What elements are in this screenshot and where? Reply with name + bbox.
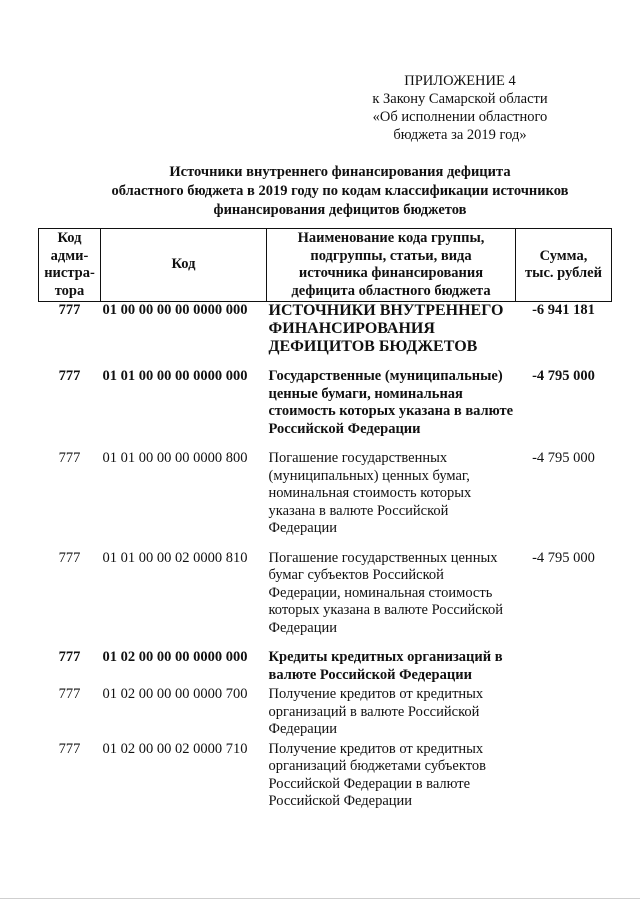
table-row (39, 649, 612, 686)
appendix-line: «Об исполнении областного (372, 109, 548, 125)
cell-code: 01 01 00 00 02 0000 810 (102, 549, 248, 566)
cell-admin: 777 (58, 686, 81, 702)
cell-code: 01 02 00 00 00 0000 000 (102, 649, 248, 665)
cell-sum: -4 795 000 (532, 450, 595, 466)
header-admin-code: Код адми- нистра- тора (39, 229, 101, 302)
header-sum: Сумма, тыс. рублей (516, 229, 612, 302)
cell-sum (516, 649, 612, 686)
cell-name: ИСТОЧНИКИ ВНУТРЕННЕГО ФИНАНСИРОВАНИЯ ДЕФИЦИТОВ БЮДЖЕТОВ (268, 302, 504, 355)
cell-code: 01 01 00 00 00 0000 000 (102, 368, 248, 384)
title-line: финансирования дефицитов бюджетов (213, 202, 467, 218)
cell-sum: -4 795 000 (532, 368, 595, 384)
cell-admin: 777 (58, 649, 81, 665)
cell-admin: 777 (58, 450, 81, 466)
cell-name: Получение кредитов от кредитных организаций в валюте Российской Федерации (268, 686, 484, 737)
cell-code: 01 00 00 00 00 0000 000 (102, 302, 248, 318)
table-row (39, 302, 612, 369)
title-line: областного бюджета в 2019 году по кодам классификации источников (111, 183, 569, 199)
cell-name: Получение кредитов от кредитных организаций бюджетами субъектов Российской Федерации в валюте Российской Федерации (268, 740, 486, 809)
cell-code: 01 02 00 00 02 0000 710 (102, 740, 248, 757)
cell-sum: -4 795 000 (532, 549, 595, 566)
cell-sum (516, 741, 612, 813)
cell-admin: 777 (58, 302, 81, 318)
table-row (39, 686, 612, 741)
header-name: Наименование кода группы, подгруппы, статьи, вида источника финансирования дефицита областного бюджета (267, 229, 516, 302)
cell-admin: 777 (58, 549, 81, 566)
table-header-row (39, 229, 612, 302)
cell-name: Погашение государственных ценных бумаг субъектов Российской Федерации, номинальная стоимость которых указана в валюте Российской Федерации (268, 549, 504, 636)
cell-code: 01 02 00 00 00 0000 700 (102, 686, 248, 702)
cell-admin: 777 (58, 368, 81, 384)
cell-sum (516, 686, 612, 741)
table-row (39, 368, 612, 450)
cell-name: Погашение государственных (муниципальных) ценных бумаг, номинальная стоимость которых указана в валюте Российской Федерации (268, 450, 472, 536)
appendix-line: к Закону Самарской области (372, 91, 548, 107)
appendix-block (330, 72, 590, 144)
appendix-line: бюджета за 2019 год» (393, 127, 527, 143)
sources-table (38, 228, 612, 813)
table-row (39, 741, 612, 813)
header-code: Код (101, 229, 267, 302)
document-title (60, 163, 620, 220)
cell-code: 01 01 00 00 00 0000 800 (102, 450, 248, 466)
table-row (39, 450, 612, 550)
appendix-line: ПРИЛОЖЕНИЕ 4 (404, 73, 516, 89)
page-bottom-edge (0, 898, 640, 899)
cell-admin: 777 (58, 740, 81, 757)
cell-name: Кредиты кредитных организаций в валюте Российской Федерации (268, 649, 503, 683)
cell-name: Государственные (муниципальные) ценные бумаги, номинальная стоимость которых указана в валюте Российской Федерации (268, 368, 514, 437)
table-row (39, 550, 612, 650)
cell-sum: -6 941 181 (532, 302, 595, 318)
title-line: Источники внутреннего финансирования дефицита (169, 164, 511, 180)
